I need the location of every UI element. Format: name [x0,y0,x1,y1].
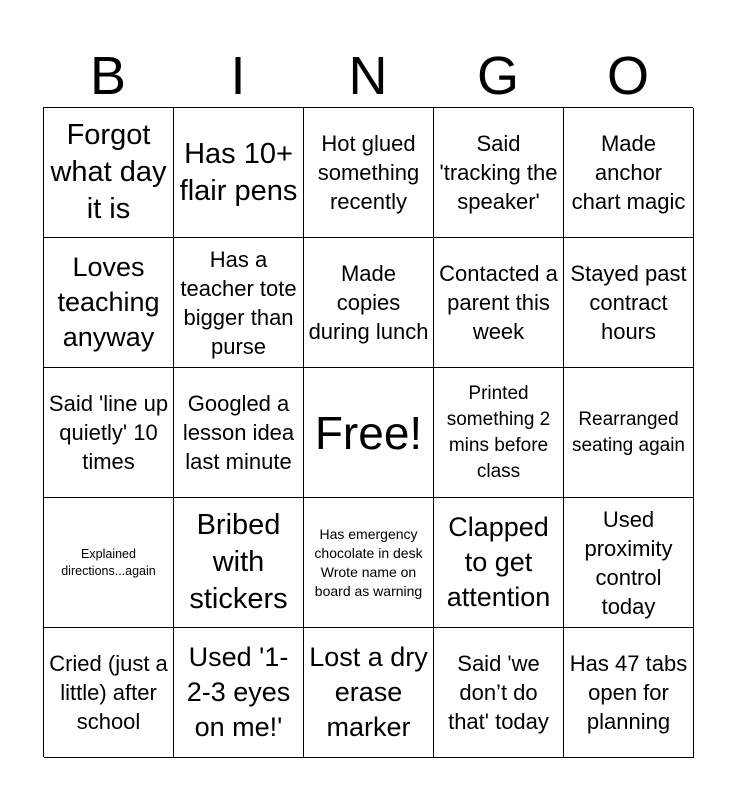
bingo-cell[interactable] [564,498,694,628]
bingo-board [43,107,693,757]
bingo-cell[interactable] [434,368,564,498]
bingo-cell[interactable] [304,628,434,758]
header-letter-g: G [476,46,519,106]
cell-text: Made copies during lunch [308,261,429,344]
bingo-cell[interactable] [174,108,304,238]
bingo-cell[interactable] [434,498,564,628]
bingo-cell[interactable] [44,368,174,498]
cell-text: Bribed with stickers [189,509,288,615]
bingo-cell[interactable] [174,238,304,368]
cell-text: Loves teaching anyway [57,252,160,352]
cell-text: Has 10+ flair pens [179,137,298,207]
cell-text: Made anchor chart magic [571,131,686,214]
cell-text: Cried (just a little) after school [49,651,168,734]
cell-text: Printed something 2 mins before class [446,382,551,482]
header-letter-i: I [230,46,246,106]
header-letter-n: N [348,46,388,106]
cell-text: Has emergency chocolate in desk Wrote name on board as warning [314,525,423,599]
cell-text: Hot glued something recently [317,131,420,214]
cell-text: Has a teacher tote bigger than purse [180,246,297,359]
bingo-cell[interactable] [44,628,174,758]
bingo-cell[interactable] [174,368,304,498]
bingo-cell[interactable] [44,498,174,628]
bingo-cell[interactable] [304,108,434,238]
cell-text: Free! [314,406,423,459]
bingo-cell[interactable] [44,108,174,238]
cell-text: Used proximity control today [584,506,673,619]
bingo-cell[interactable] [174,628,304,758]
bingo-cell[interactable] [174,498,304,628]
cell-text: Said 'line up quietly' 10 times [48,391,169,474]
cell-text: Rearranged seating again [571,408,686,456]
bingo-cell[interactable] [304,498,434,628]
free-space-cell[interactable] [304,368,434,498]
bingo-cell[interactable] [44,238,174,368]
cell-text: Used '1-2-3 eyes on me!' [186,642,291,742]
bingo-cell[interactable] [434,238,564,368]
bingo-header [43,46,693,106]
cell-text: Said 'tracking the speaker' [439,131,558,214]
cell-text: Has 47 tabs open for planning [569,651,688,734]
bingo-cell[interactable] [564,238,694,368]
bingo-cell[interactable] [434,628,564,758]
cell-text: Said 'we don’t do that' today [448,651,549,734]
bingo-cell[interactable] [434,108,564,238]
cell-text: Stayed past contract hours [570,261,687,344]
bingo-cell[interactable] [304,238,434,368]
bingo-cell[interactable] [564,628,694,758]
header-letter-o: O [606,46,649,106]
cell-text: Contacted a parent this week [439,261,558,344]
header-letter-b: B [89,46,127,106]
cell-text: Googled a lesson idea last minute [182,391,295,474]
cell-text: Explained directions...again [61,546,156,578]
cell-text: Lost a dry erase marker [309,642,428,742]
cell-text: Clapped to get attention [446,512,551,612]
cell-text: Forgot what day it is [50,119,167,225]
bingo-cell[interactable] [564,368,694,498]
bingo-cell[interactable] [564,108,694,238]
